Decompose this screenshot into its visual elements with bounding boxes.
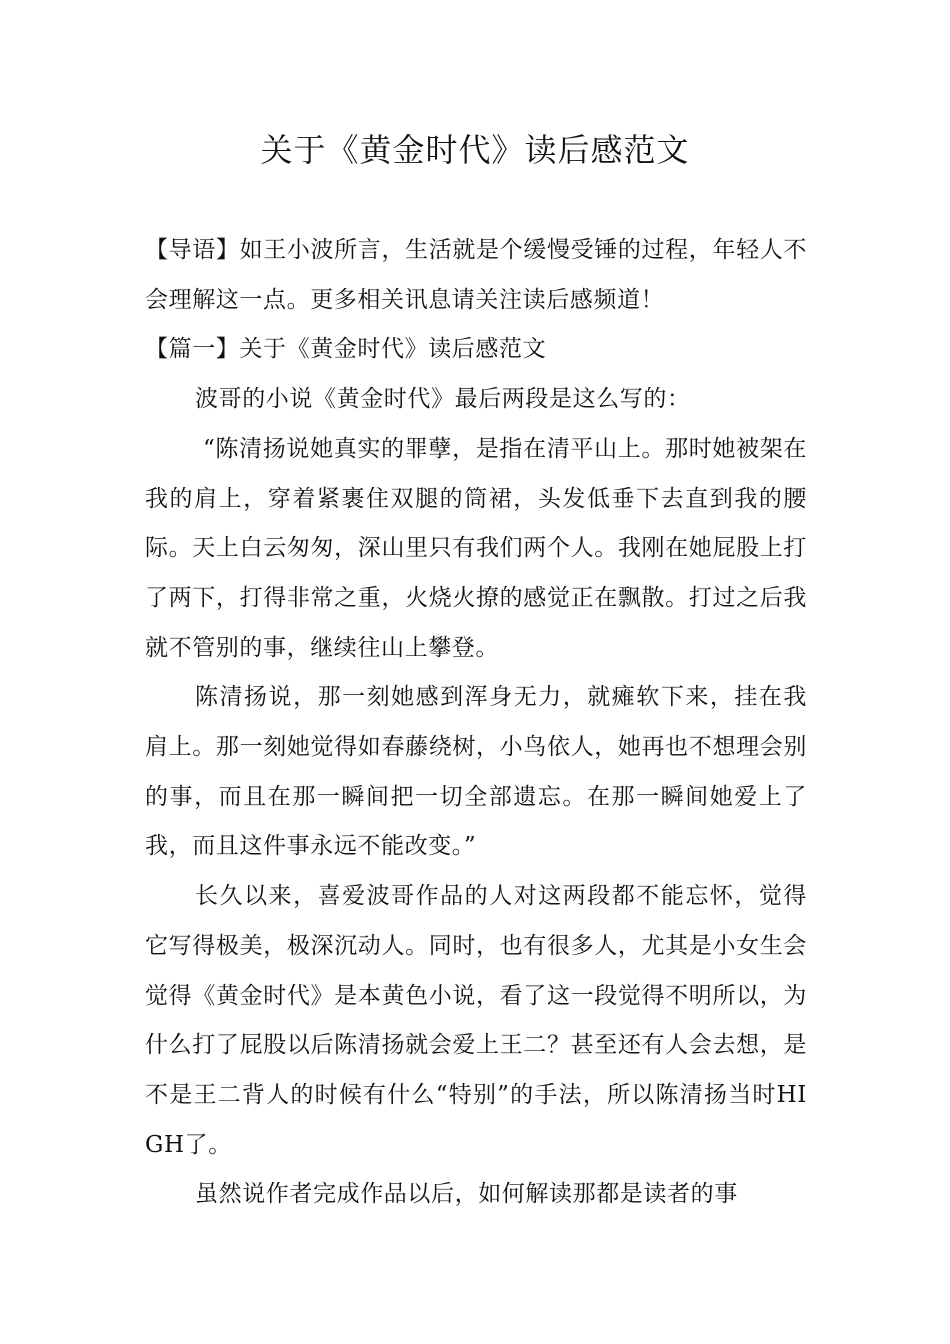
body-paragraph: 波哥的小说《黄金时代》最后两段是这么写的： — [195, 386, 691, 413]
body-paragraph: 长久以来，喜爱波哥作品的人对这两段都不能忘怀，觉得它写得极美，极深沉动人。同时，也有很多人，尤其是小女生会觉得《黄金时代》是本黄色小说，看了这一段觉得不明所以，为什么打了屁股以后陈清扬就会爱上王二？甚至还有人会去想，是不是王二背人的时候有什么“特别”的手法，所以陈清扬当时HIGH了。 — [145, 883, 807, 1158]
document-title: 关于《黄金时代》读后感范文 — [260, 131, 690, 169]
quote-paragraph: “陈清扬说她真实的罪孽，是指在清平山上。那时她被架在我的肩上，穿着紧裹住双腿的筒裙，头发低垂下去直到我的腰际。天上白云匆匆，深山里只有我们两个人。我刚在她屁股上打了两下，打得非常之重，火烧火撩的感觉正在飘散。打过之后我就不管别的事，继续往山上攀登。 — [145, 435, 807, 661]
quote-paragraph: 陈清扬说，那一刻她感到浑身无力，就瘫软下来，挂在我肩上。那一刻她觉得如春藤绕树，小鸟依人，她再也不想理会别的事，而且在那一瞬间把一切全部遗忘。在那一瞬间她爱上了我，而且这件事永远不能改变。” — [145, 684, 807, 860]
body-paragraph: 虽然说作者完成作品以后，如何解读那都是读者的事 — [195, 1181, 738, 1208]
section-heading: 【篇一】关于《黄金时代》读后感范文 — [145, 336, 547, 363]
document-body — [145, 226, 807, 1220]
intro-paragraph: 【导语】如王小波所言，生活就是个缓慢受锤的过程，年轻人不会理解这一点。更多相关讯息请关注读后感频道！ — [145, 237, 807, 313]
